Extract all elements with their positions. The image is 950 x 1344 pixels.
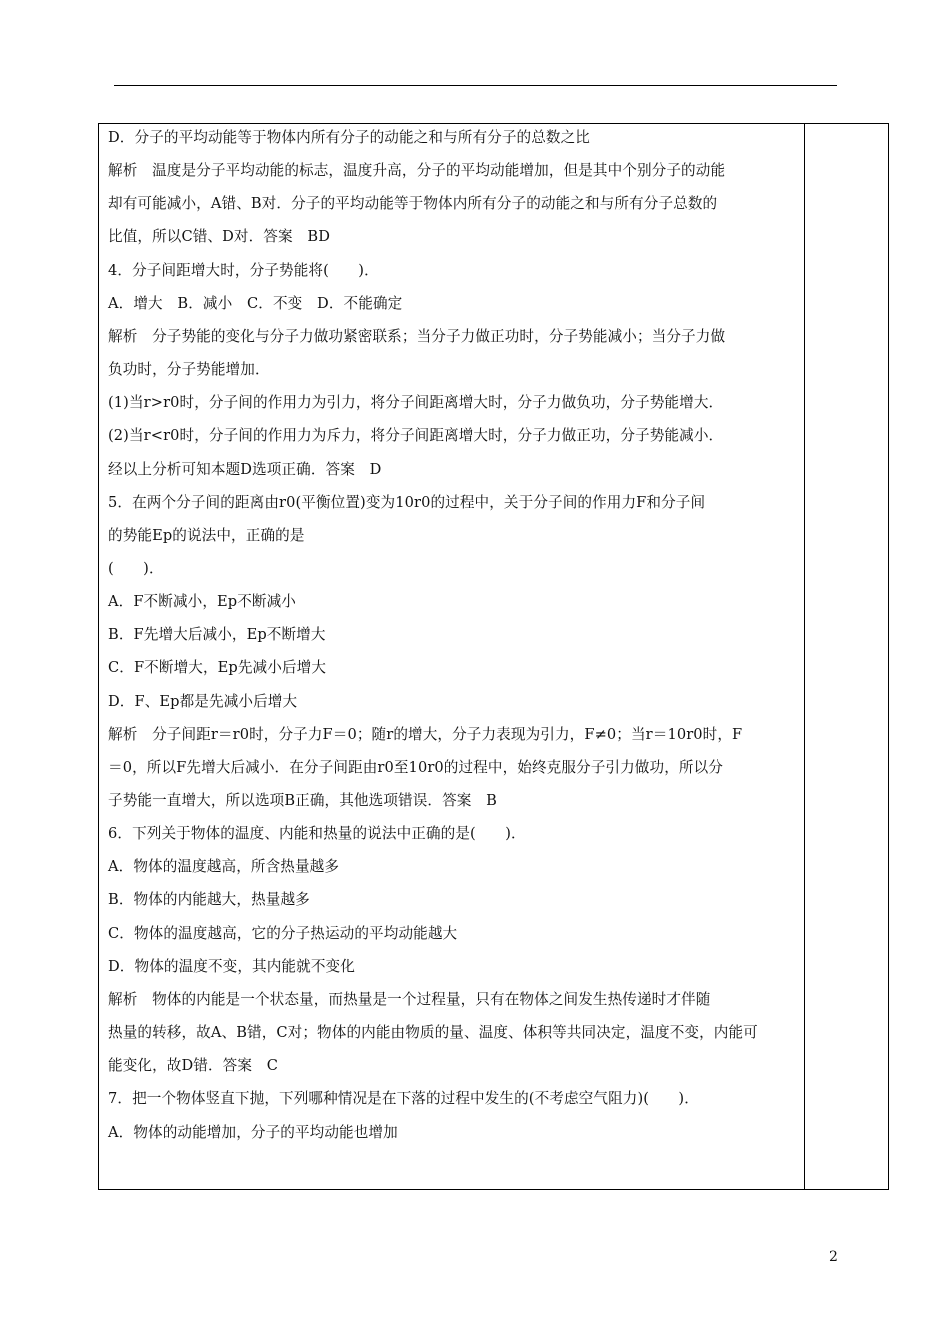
text-line: 负功时，分子势能增加． xyxy=(108,361,270,379)
text-line: (1)当r>r0时，分子间的作用力为引力，将分子间距离增大时，分子力做负功，分子势能增大． xyxy=(108,394,724,412)
text-line: 4．分子间距增大时，分子势能将( )． xyxy=(108,261,379,279)
text-line: B．F先增大后减小，Ep不断增大 xyxy=(108,626,326,644)
text-line: 经以上分析可知本题D选项正确．答案 D xyxy=(108,460,382,478)
text-line: A．物体的温度越高，所含热量越多 xyxy=(108,858,340,876)
text-line: 7．把一个物体竖直下抛，下列哪种情况是在下落的过程中发生的(不考虑空气阻力)( )． xyxy=(108,1090,699,1108)
text-line: D．F、Ep都是先减小后增大 xyxy=(108,692,298,710)
text-line: A．增大 B．减小 C．不变 D．不能确定 xyxy=(108,294,403,312)
text-line: 子势能一直增大，所以选项B正确，其他选项错误．答案 B xyxy=(108,792,497,809)
text-line: ＝0，所以F先增大后减小．在分子间距由r0至10r0的过程中，始终克服分子引力做功，所以分 xyxy=(108,758,723,776)
text-line: 能变化，故D错．答案 C xyxy=(108,1057,279,1075)
text-line: D．分子的平均动能等于物体内所有分子的动能之和与所有分子的总数之比 xyxy=(108,129,591,146)
text-line: 解析 分子势能的变化与分子力做功紧密联系；当分子力做正功时，分子势能减小；当分子力做 xyxy=(108,327,726,345)
text-line: 解析 分子间距r＝r0时，分子力F＝0；随r的增大，分子力表现为引力，F≠0；当r＝10r0时，F xyxy=(108,725,743,743)
page-number: 2 xyxy=(829,1249,838,1265)
text-line: 比值，所以C错、D对．答案 BD xyxy=(108,228,331,246)
text-line: D．物体的温度不变，其内能就不变化 xyxy=(108,957,355,975)
header-rule xyxy=(114,85,837,86)
text-line: 解析 物体的内能是一个状态量，而热量是一个过程量，只有在物体之间发生热传递时才伴随 xyxy=(108,990,711,1008)
text-line: A．F不断减小，Ep不断减小 xyxy=(108,593,296,611)
text-line: 解析 温度是分子平均动能的标志，温度升高，分子的平均动能增加，但是其中个别分子的动能 xyxy=(108,162,726,180)
text-line: 6．下列关于物体的温度、内能和热量的说法中正确的是( )． xyxy=(108,825,526,843)
text-line: A．物体的动能增加，分子的平均动能也增加 xyxy=(108,1123,398,1141)
text-line: B．物体的内能越大，热量越多 xyxy=(108,891,310,909)
side-column-divider xyxy=(804,124,805,1189)
text-line: 热量的转移，故A、B错，C对；物体的内能由物质的量、温度、体积等共同决定，温度不变，内能可 xyxy=(108,1024,758,1042)
text-line: 的势能Ep的说法中，正确的是 xyxy=(108,526,305,544)
text-line: ( )． xyxy=(108,559,164,577)
text-line: C．F不断增大，Ep先减小后增大 xyxy=(108,659,327,677)
text-line: C．物体的温度越高，它的分子热运动的平均动能越大 xyxy=(108,924,458,942)
text-line: 5．在两个分子间的距离由r0(平衡位置)变为10r0的过程中，关于分子间的作用力F和分子间 xyxy=(108,493,706,511)
text-line: (2)当r<r0时，分子间的作用力为斥力，将分子间距离增大时，分子力做正功，分子势能减小． xyxy=(108,427,724,445)
text-line: 却有可能减小，A错、B对．分子的平均动能等于物体内所有分子的动能之和与所有分子总数的 xyxy=(108,195,718,213)
content-table xyxy=(98,123,889,1190)
